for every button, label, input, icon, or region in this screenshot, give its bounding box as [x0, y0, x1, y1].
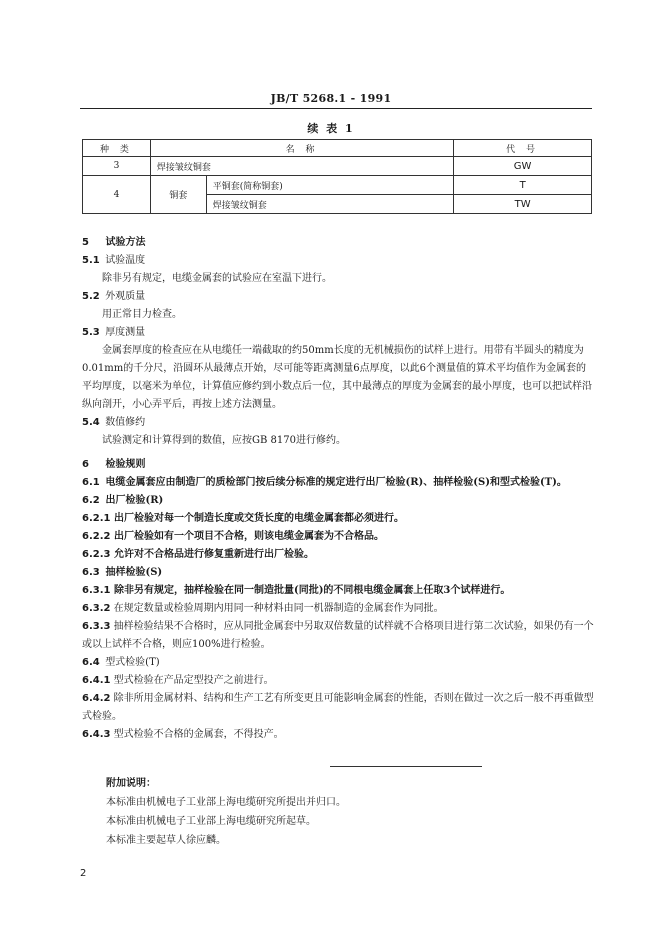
row-code: T — [454, 176, 592, 195]
appendix-line: 本标准主要起草人徐应麟。 — [106, 835, 226, 846]
subsection-heading: 6.3 抽样检验(S) — [82, 567, 163, 578]
paragraph: 用正常目力检查。 — [102, 309, 182, 320]
paragraph: 6.3.2 在规定数量或检验周期内用同一种材料由同一机器制造的金属套作为同批。 — [82, 603, 444, 614]
appendix-title: 附加说明： — [106, 778, 156, 789]
row-kind: 3 — [83, 157, 151, 176]
header-rule — [80, 108, 592, 109]
subsection-heading: 5.4 数值修约 — [82, 417, 146, 428]
paragraph: 6.3.1 除非另有规定，抽样检验在同一制造批量(同批)的不同根电缆金属套上任取3个试样进行。 — [82, 585, 511, 596]
row-name: 焊接皱纹铜套 — [206, 195, 453, 214]
paragraph: 试验测定和计算得到的数值，应按GB 8170进行修约。 — [102, 435, 346, 446]
section-6-heading: 6 检验规则 — [82, 459, 146, 470]
row-code: TW — [454, 195, 592, 214]
paragraph: 6.2.2 出厂检验如有一个项目不合格，则该电缆金属套为不合格品。 — [82, 531, 384, 542]
paragraph: 6.3.3 抽样检验结果不合格时，应从同批金属套中另取双倍数量的试样就不合格项目进行第二次试验，如果仍有一个或以上试样不合格，则应100%进行检验。 — [82, 621, 594, 650]
paragraph: 6.2.3 允许对不合格品进行修复重新进行出厂检验。 — [82, 549, 314, 560]
paragraph: 6.2.1 出厂检验对每一个制造长度或交货长度的电缆金属套都必须进行。 — [82, 513, 404, 524]
header-kind: 种 类 — [83, 140, 151, 157]
appendix-line: 本标准由机械电子工业部上海电缆研究所起草。 — [106, 816, 316, 827]
table-title: 续 表 1 — [307, 122, 355, 135]
row-name: 平铜套(简称铜套) — [206, 176, 453, 195]
end-divider — [330, 766, 482, 767]
paragraph: 除非另有规定，电缆金属套的试验应在室温下进行。 — [102, 273, 332, 284]
body-content — [82, 234, 594, 744]
section-5-heading: 5 试验方法 — [82, 237, 146, 248]
standard-code: JB/T 5268.1 - 1991 — [270, 92, 392, 105]
subsection-heading: 5.3 厚度测量 — [82, 327, 146, 338]
row-code: GW — [454, 157, 592, 176]
table-header-row — [83, 140, 592, 157]
paragraph: 6.4.2 除非所用金属材料、结构和生产工艺有所变更且可能影响金属套的性能，否则在做过一次之后一般不再重做型式检验。 — [82, 693, 594, 722]
subsection-heading: 6.4 型式检验(T) — [82, 657, 160, 668]
row-name: 焊接皱纹铜套 — [150, 157, 453, 176]
page-number: 2 — [80, 868, 87, 879]
paragraph: 6.4.1 型式检验在产品定型投产之前进行。 — [82, 675, 274, 686]
appendix-line: 本标准由机械电子工业部上海电缆研究所提出并归口。 — [106, 797, 346, 808]
header-name: 名 称 — [150, 140, 453, 157]
codes-table — [82, 139, 592, 214]
subsection-heading: 5.1 试验温度 — [82, 255, 146, 266]
table-row — [83, 157, 592, 176]
row-kind: 4 — [83, 176, 151, 214]
paragraph: 金属套厚度的检查应在从电缆任一端截取的约50mm长度的无机械损伤的试样上进行。用带有半圆头的精度为0.01mm的千分尺，沿圆环从最薄点开始，尽可能等距离测量6点厚度，以此6个测量值的算术平均值作为金属套的平均厚度，以毫米为单位，计算值应修约到小数点后一位，其中最薄点的厚度为金属套的最小厚度，也可以把试样沿纵向剖开，小心弄平后，再按上述方法测量。 — [82, 345, 592, 410]
subsection-heading: 6.2 出厂检验(R) — [82, 495, 164, 506]
header-code: 代 号 — [454, 140, 592, 157]
paragraph: 6.4.3 型式检验不合格的金属套，不得投产。 — [82, 729, 284, 740]
paragraph: 6.1 电缆金属套应由制造厂的质检部门按后续分标准的规定进行出厂检验(R)、抽样检验(S)和型式检验(T)。 — [82, 477, 567, 488]
subsection-heading: 5.2 外观质量 — [82, 291, 146, 302]
table-row — [83, 176, 592, 195]
appendix-note — [106, 774, 586, 850]
row-group: 铜套 — [150, 176, 206, 214]
